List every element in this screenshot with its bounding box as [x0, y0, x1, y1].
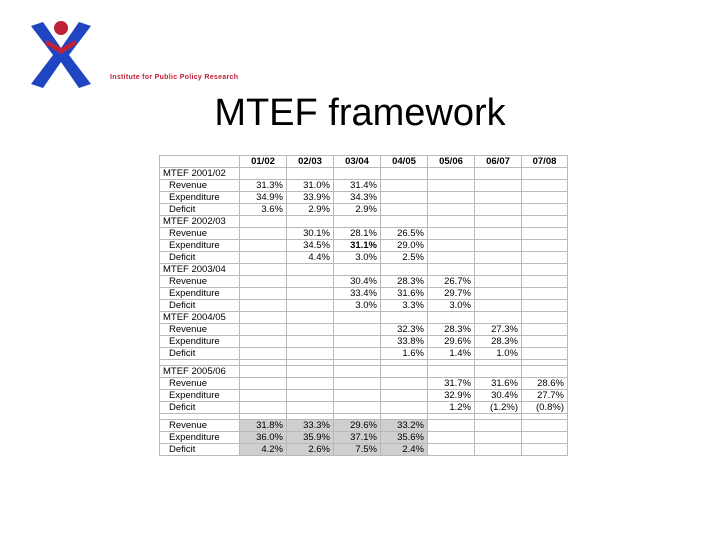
- table-cell: [381, 312, 428, 324]
- row-group-label: MTEF 2002/03: [160, 216, 240, 228]
- table-cell: 2.9%: [287, 204, 334, 216]
- table-row: [160, 378, 568, 390]
- table-cell: [287, 324, 334, 336]
- table-row: [160, 324, 568, 336]
- table-cell: [522, 300, 568, 312]
- header-cell-year: 03/04: [334, 156, 381, 168]
- row-label: Expenditure: [160, 336, 240, 348]
- table-cell: 35.9%: [287, 432, 334, 444]
- header-cell-year: 01/02: [240, 156, 287, 168]
- table-cell: [240, 366, 287, 378]
- table-cell: [475, 420, 522, 432]
- table-cell: 3.3%: [381, 300, 428, 312]
- table-cell: [334, 390, 381, 402]
- table-cell: [240, 168, 287, 180]
- table-cell: 28.6%: [522, 378, 568, 390]
- table-cell: 2.4%: [381, 444, 428, 456]
- header-cell-year: 06/07: [475, 156, 522, 168]
- table-cell: [287, 300, 334, 312]
- table-cell: 4.2%: [240, 444, 287, 456]
- table-cell: 28.3%: [428, 324, 475, 336]
- table-cell: [287, 390, 334, 402]
- table-cell: [475, 252, 522, 264]
- row-group-label: MTEF 2001/02: [160, 168, 240, 180]
- table-cell: 31.6%: [475, 378, 522, 390]
- table-cell: [334, 312, 381, 324]
- table-cell: 26.7%: [428, 276, 475, 288]
- table-cell: 31.4%: [334, 180, 381, 192]
- table-cell: [334, 216, 381, 228]
- table-cell: [287, 402, 334, 414]
- table-cell: [475, 444, 522, 456]
- table-cell: [240, 378, 287, 390]
- table-cell: [522, 366, 568, 378]
- table-cell: 33.2%: [381, 420, 428, 432]
- org-name: Institute for Public Policy Research: [110, 74, 239, 81]
- table-cell: [428, 204, 475, 216]
- row-label: Revenue: [160, 180, 240, 192]
- table-cell: 3.0%: [428, 300, 475, 312]
- table-cell: [428, 252, 475, 264]
- table-cell: 32.9%: [428, 390, 475, 402]
- table-cell: 29.0%: [381, 240, 428, 252]
- row-group-label: MTEF 2005/06: [160, 366, 240, 378]
- table-row: [160, 300, 568, 312]
- table-cell: [240, 264, 287, 276]
- table-row: [160, 288, 568, 300]
- table-cell: 28.1%: [334, 228, 381, 240]
- table-cell: [428, 228, 475, 240]
- table-cell: [287, 378, 334, 390]
- table-row: [160, 204, 568, 216]
- ippr-logo: [25, 18, 240, 93]
- table-cell: 7.5%: [334, 444, 381, 456]
- header-cell-year: 05/06: [428, 156, 475, 168]
- table-row: [160, 240, 568, 252]
- table-cell: 2.6%: [287, 444, 334, 456]
- mtef-table: [159, 155, 568, 456]
- table-cell: [475, 288, 522, 300]
- table-cell: [381, 402, 428, 414]
- table-cell: [428, 216, 475, 228]
- table-row: [160, 180, 568, 192]
- table-cell: 36.0%: [240, 432, 287, 444]
- table-cell: 33.8%: [381, 336, 428, 348]
- row-group-label: MTEF 2004/05: [160, 312, 240, 324]
- row-label: Expenditure: [160, 192, 240, 204]
- table-cell: [475, 366, 522, 378]
- table-cell: [334, 264, 381, 276]
- table-cell: [240, 336, 287, 348]
- table-cell: [475, 312, 522, 324]
- table-cell: 31.8%: [240, 420, 287, 432]
- table-cell: [334, 348, 381, 360]
- table-cell: [522, 276, 568, 288]
- table-cell: [475, 192, 522, 204]
- table-cell: [428, 312, 475, 324]
- table-cell: 37.1%: [334, 432, 381, 444]
- table-cell: 1.2%: [428, 402, 475, 414]
- table-cell: [428, 444, 475, 456]
- table-cell: 27.7%: [522, 390, 568, 402]
- table-row: [160, 348, 568, 360]
- table-cell: 4.4%: [287, 252, 334, 264]
- header-cell-year: 07/08: [522, 156, 568, 168]
- table-cell: [428, 168, 475, 180]
- table-cell: 29.7%: [428, 288, 475, 300]
- table-cell: [522, 420, 568, 432]
- table-cell: 35.6%: [381, 432, 428, 444]
- table-cell: 28.3%: [475, 336, 522, 348]
- table-row: [160, 216, 568, 228]
- table-cell: [287, 168, 334, 180]
- table-cell: [240, 240, 287, 252]
- row-label: Deficit: [160, 444, 240, 456]
- table-cell: [240, 324, 287, 336]
- table-cell: 31.7%: [428, 378, 475, 390]
- table-cell: [522, 348, 568, 360]
- table-cell: [240, 390, 287, 402]
- table-body: [160, 168, 568, 456]
- table-cell: (0.8%): [522, 402, 568, 414]
- row-label: Expenditure: [160, 288, 240, 300]
- table-cell: [522, 252, 568, 264]
- table-cell: [381, 390, 428, 402]
- table-cell: 34.5%: [287, 240, 334, 252]
- table-cell: [240, 228, 287, 240]
- table-cell: [334, 324, 381, 336]
- table-cell: [334, 366, 381, 378]
- table-row: [160, 192, 568, 204]
- table-cell: 3.6%: [240, 204, 287, 216]
- table-cell: [475, 168, 522, 180]
- row-label: Deficit: [160, 300, 240, 312]
- table-cell: 29.6%: [428, 336, 475, 348]
- table-cell: 33.3%: [287, 420, 334, 432]
- table-cell: [522, 192, 568, 204]
- table-row: [160, 336, 568, 348]
- table-cell: [428, 366, 475, 378]
- table-cell: [334, 168, 381, 180]
- table-cell: [240, 300, 287, 312]
- table-cell: [334, 378, 381, 390]
- table-cell: 27.3%: [475, 324, 522, 336]
- table-cell: 30.1%: [287, 228, 334, 240]
- table-cell: 1.0%: [475, 348, 522, 360]
- table-cell: 1.6%: [381, 348, 428, 360]
- table-cell: [428, 264, 475, 276]
- header-cell-label: [160, 156, 240, 168]
- row-group-label: MTEF 2003/04: [160, 264, 240, 276]
- table-cell: [428, 420, 475, 432]
- table-cell: [287, 276, 334, 288]
- table-cell: [522, 324, 568, 336]
- table-cell: 29.6%: [334, 420, 381, 432]
- table-cell: [381, 204, 428, 216]
- table-row: [160, 444, 568, 456]
- row-label: Deficit: [160, 252, 240, 264]
- table-cell: [381, 264, 428, 276]
- table-cell: [522, 444, 568, 456]
- table-row: [160, 276, 568, 288]
- page-title: MTEF framework: [214, 92, 506, 134]
- table-row: [160, 402, 568, 414]
- table-cell: [522, 168, 568, 180]
- table-row: [160, 312, 568, 324]
- table-cell: [381, 216, 428, 228]
- table-row: [160, 432, 568, 444]
- table-cell: [522, 336, 568, 348]
- table-cell: [287, 264, 334, 276]
- table-cell: [475, 240, 522, 252]
- table-cell: [475, 432, 522, 444]
- table-cell: 31.1%: [334, 240, 381, 252]
- table-cell: [240, 348, 287, 360]
- table-cell: [475, 264, 522, 276]
- row-label: Revenue: [160, 228, 240, 240]
- table-cell: [240, 402, 287, 414]
- table-cell: 33.4%: [334, 288, 381, 300]
- table-row: [160, 252, 568, 264]
- table-cell: [240, 288, 287, 300]
- table-cell: 3.0%: [334, 252, 381, 264]
- table-cell: [475, 216, 522, 228]
- table-cell: 26.5%: [381, 228, 428, 240]
- table-cell: [522, 432, 568, 444]
- header-cell-year: 02/03: [287, 156, 334, 168]
- table-cell: [334, 402, 381, 414]
- table-cell: [287, 216, 334, 228]
- table-cell: [240, 252, 287, 264]
- table-cell: [287, 348, 334, 360]
- table-cell: [522, 228, 568, 240]
- table-cell: [522, 240, 568, 252]
- table-cell: 32.3%: [381, 324, 428, 336]
- table-cell: 31.6%: [381, 288, 428, 300]
- table-cell: [428, 192, 475, 204]
- table-cell: 1.4%: [428, 348, 475, 360]
- table-cell: 33.9%: [287, 192, 334, 204]
- row-label: Deficit: [160, 402, 240, 414]
- table-cell: [381, 378, 428, 390]
- table-cell: [240, 216, 287, 228]
- table-cell: [381, 168, 428, 180]
- row-label: Revenue: [160, 420, 240, 432]
- table-cell: [522, 264, 568, 276]
- table-cell: [287, 366, 334, 378]
- table-cell: [428, 240, 475, 252]
- table-row: [160, 390, 568, 402]
- row-label: Revenue: [160, 378, 240, 390]
- row-label: Expenditure: [160, 432, 240, 444]
- table-cell: [381, 192, 428, 204]
- table-cell: 34.3%: [334, 192, 381, 204]
- table-cell: 31.0%: [287, 180, 334, 192]
- table-cell: [522, 312, 568, 324]
- table-cell: [475, 204, 522, 216]
- table-cell: 30.4%: [334, 276, 381, 288]
- table-cell: 31.3%: [240, 180, 287, 192]
- header-cell-year: 04/05: [381, 156, 428, 168]
- table-cell: 30.4%: [475, 390, 522, 402]
- table-cell: (1.2%): [475, 402, 522, 414]
- table-cell: [381, 180, 428, 192]
- row-label: Expenditure: [160, 240, 240, 252]
- row-label: Expenditure: [160, 390, 240, 402]
- row-label: Revenue: [160, 324, 240, 336]
- row-label: Revenue: [160, 276, 240, 288]
- table-header: [160, 156, 568, 168]
- table-cell: [240, 276, 287, 288]
- table-cell: [475, 300, 522, 312]
- table-cell: [287, 312, 334, 324]
- ippr-logo-mark: [25, 18, 240, 93]
- table-cell: [475, 276, 522, 288]
- table-cell: [381, 366, 428, 378]
- table-cell: 28.3%: [381, 276, 428, 288]
- table-cell: 34.9%: [240, 192, 287, 204]
- row-label: Deficit: [160, 204, 240, 216]
- table-cell: [240, 312, 287, 324]
- table-cell: [522, 180, 568, 192]
- table-cell: [287, 288, 334, 300]
- table-row: [160, 366, 568, 378]
- table-row: [160, 168, 568, 180]
- table-cell: 3.0%: [334, 300, 381, 312]
- table-cell: [287, 336, 334, 348]
- table-cell: [428, 432, 475, 444]
- table-cell: 2.5%: [381, 252, 428, 264]
- table-cell: [522, 204, 568, 216]
- table-row: [160, 264, 568, 276]
- table-cell: [334, 336, 381, 348]
- table-cell: [522, 216, 568, 228]
- row-label: Deficit: [160, 348, 240, 360]
- table-cell: [475, 228, 522, 240]
- table-row: [160, 228, 568, 240]
- table-cell: [522, 288, 568, 300]
- table-cell: [428, 180, 475, 192]
- table-cell: [475, 180, 522, 192]
- table-row: [160, 420, 568, 432]
- table-cell: 2.9%: [334, 204, 381, 216]
